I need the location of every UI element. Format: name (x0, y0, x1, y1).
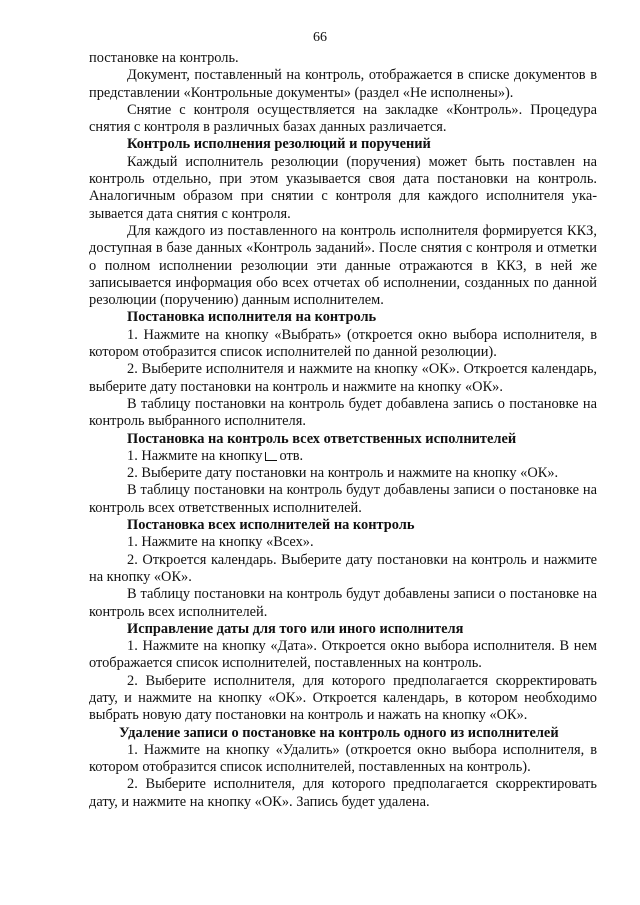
paragraph: 2. Выберите исполнителя, для которого предполагается скорректировать дату, и нажмите на кнопку «ОК». Запись будет удалена. (89, 776, 597, 810)
paragraph: В таблицу постановки на контроль будет добавлена запись о постановке на контроль выбранного исполнителя. (89, 395, 597, 430)
paragraph: постановке на контроль. (89, 50, 239, 66)
section-heading-resolution-control: Контроль исполнения резолюций и поручений (127, 136, 431, 153)
section-heading-all-responsible: Постановка на контроль всех ответственных исполнителей (127, 430, 517, 447)
paragraph (89, 448, 597, 465)
ok-button-icon (265, 452, 277, 461)
section-heading-all-executors: Постановка всех исполнителей на контроль (127, 517, 415, 534)
paragraph: 1. Нажмите на кнопку «Дата». Откроется окно выбора исполнителя. В нем отображается список исполнителей, поставленных на контроль. (89, 638, 597, 672)
paragraph: 2. Выберите дату постановки на контроль и нажмите на кнопку «ОК». (127, 465, 559, 482)
paragraph: Каждый исполнитель резолюции (поручения) может быть поставлен на контроль отдельно, при этом указывается своя дата постановки на контроль. Аналогичным образом при снятии с контроля для каждого исполнителя указывается дата снятия с контроля. (89, 153, 597, 222)
paragraph: 1. Нажмите на кнопку «Удалить» (откроется окно выбора исполнителя, в котором отобразится список исполнителей, поставленных на контроль). (89, 741, 597, 776)
step-text: отв. (279, 447, 304, 464)
paragraph: 2. Откроется календарь. Выберите дату постановки на контроль и нажмите на кнопку «ОК». (89, 551, 597, 585)
paragraph: Снятие с контроля осуществляется на закладке «Контроль». Процедура снятия с контроля в различных базах данных различается. (89, 101, 597, 136)
paragraph: 1. Нажмите на кнопку «Всех». (127, 534, 314, 551)
paragraph: 2. Выберите исполнителя, для которого предполагается скорректировать дату, и нажмите на кнопку «ОК». Откроется календарь, в котором необходимо выбрать новую дату постановки на контроль и нажать на кнопку «ОК». (89, 672, 597, 724)
paragraph: 1. Нажмите на кнопку «Выбрать» (откроется окно выбора исполнителя, в котором отобразится список исполнителей по данной резолюции). (89, 326, 597, 361)
paragraph: 2. Выберите исполнителя и нажмите на кнопку «ОК». Откроется календарь, выберите дату постановки на контроль и нажмите на кнопку «ОК». (89, 361, 597, 395)
paragraph: Документ, поставленный на контроль, отображается в списке документов в представлении «Контрольные документы» (раздел «Не исполнены»). (89, 67, 597, 101)
section-heading-date-fix: Исправление даты для того или иного исполнителя (127, 620, 464, 637)
page-number: 66 (313, 30, 327, 45)
page-content (89, 50, 597, 811)
step-text: 1. Нажмите на кнопку (127, 447, 263, 464)
section-heading-set-executor-control: Постановка исполнителя на контроль (127, 309, 377, 326)
section-heading-delete-record: Удаление записи о постановке на контроль одного из исполнителей (119, 724, 559, 741)
paragraph: В таблицу постановки на контроль будут добавлены записи о постановке на контроль всех ответственных исполнителей. (89, 482, 597, 516)
paragraph: Для каждого из поставленного на контроль исполнителя формируется ККЗ, доступная в базе данных «Контроль заданий». После снятия с контроля и отметки о полном исполнении резолюции эти данные отражаются в ККЗ, в ней же записывается информация обо всех отчетах об исполнении, созданных по данной резолюции (поручению) данным исполнителем. (89, 222, 597, 309)
paragraph: В таблицу постановки на контроль будут добавлены записи о постановке на контроль всех исполнителей. (89, 586, 597, 620)
